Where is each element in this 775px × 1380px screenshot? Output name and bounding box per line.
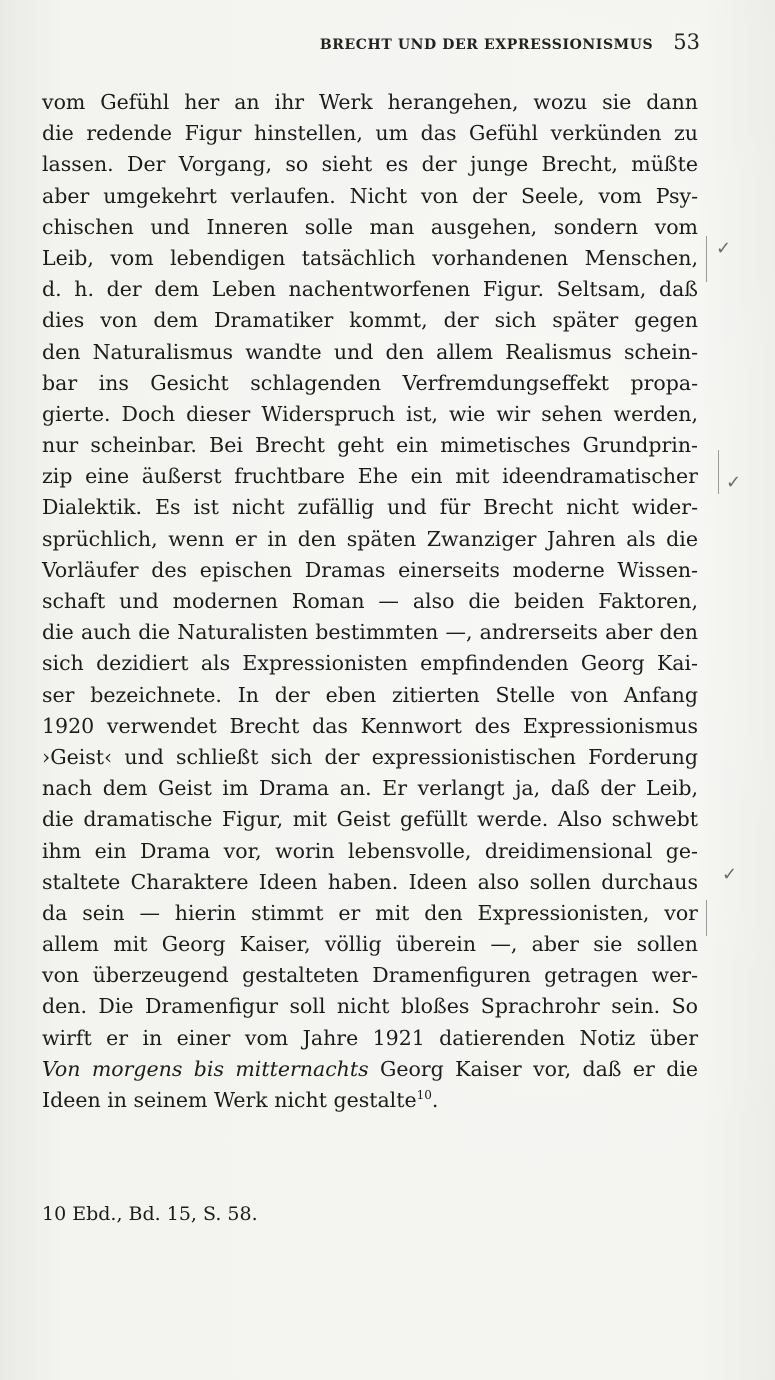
text-line: wirft er in einer vom Jahre 1921 datierenden Notiz über	[42, 1025, 698, 1050]
text-segment: Georg Kaiser vor, daß er die	[368, 1056, 699, 1081]
running-title: BRECHT UND DER EXPRESSIONISMUS	[319, 37, 654, 53]
text-line: 1920 verwendet Brecht das Kennwort des Expressionismus	[42, 713, 698, 738]
text-line: sprüchlich, wenn er in den späten Zwanziger Jahren als die	[42, 526, 698, 551]
text-line: den. Die Dramenfigur soll nicht bloßes Sprachrohr sein. So	[42, 994, 698, 1019]
margin-pencil-line	[706, 236, 707, 282]
margin-pencil-line	[706, 900, 707, 936]
footnote: 10 Ebd., Bd. 15, S. 58.	[42, 1203, 258, 1225]
text-line-with-title	[42, 1054, 698, 1085]
margin-pencil-line	[718, 450, 719, 494]
text-line: nur scheinbar. Bei Brecht geht ein mimetisches Grundprin-	[42, 433, 698, 458]
text-line: zip eine äußerst fruchtbare Ehe ein mit ideendramatischer	[42, 464, 698, 489]
text-line: ›Geist‹ und schließt sich der expressionistischen Forderung	[42, 744, 698, 769]
text-line: da sein — hierin stimmt er mit den Expressionisten, vor	[42, 900, 698, 925]
text-line: die dramatische Figur, mit Geist gefüllt werde. Also schwebt	[42, 807, 698, 832]
text-line: Leib, vom lebendigen tatsächlich vorhandenen Menschen,	[42, 245, 698, 270]
text-line: vom Gefühl her an ihr Werk herangehen, wozu sie dann	[42, 90, 698, 114]
text-line: Dialektik. Es ist nicht zufällig und für Brecht nicht wider-	[42, 495, 698, 520]
text-segment: .	[431, 1088, 439, 1112]
text-line: ser bezeichnete. In der eben zitierten Stelle von Anfang	[42, 682, 698, 707]
text-line: allem mit Georg Kaiser, völlig überein —, aber sie sollen	[42, 932, 698, 957]
text-line: dies von dem Dramatiker kommt, der sich später gegen	[42, 308, 698, 333]
text-line: lassen. Der Vorgang, so sieht es der junge Brecht, müßte	[42, 152, 698, 177]
text-line: ihm ein Drama vor, worin lebensvolle, dreidimensional ge-	[42, 838, 698, 863]
text-line: staltete Charaktere Ideen haben. Ideen also sollen durchaus	[42, 869, 698, 894]
text-line: schaft und modernen Roman — also die beiden Faktoren,	[42, 589, 698, 613]
text-line: bar ins Gesicht schlagenden Verfremdungseffekt propa-	[42, 370, 698, 395]
body-text	[42, 87, 698, 1116]
running-head	[260, 30, 700, 60]
text-line: chischen und Inneren solle man ausgehen, sondern vom	[42, 214, 698, 239]
page-number: 53	[673, 30, 700, 54]
text-line: gierte. Doch dieser Widerspruch ist, wie wir sehen werden,	[42, 401, 698, 426]
text-line: die auch die Naturalisten bestimmten —, andrerseits aber den	[42, 620, 698, 645]
margin-check-icon: ✓	[722, 864, 738, 885]
text-line: d. h. der dem Leben nachentworfenen Figur. Seltsam, daß	[42, 277, 698, 302]
text-line: den Naturalismus wandte und den allem Realismus schein-	[42, 339, 698, 364]
text-segment: Ideen in seinem Werk nicht gestalte	[42, 1088, 417, 1112]
margin-check-icon: ✓	[716, 238, 732, 259]
text-line: Vorläufer des epischen Dramas einerseits moderne Wissen-	[42, 557, 698, 582]
footnote-reference: 10	[416, 1088, 432, 1103]
text-line: von überzeugend gestalteten Dramenfiguren getragen wer-	[42, 963, 698, 988]
text-line-final	[42, 1085, 698, 1116]
text-line: sich dezidiert als Expressionisten empfindenden Georg Kai-	[42, 651, 698, 676]
work-title: Von morgens bis mitternachts	[42, 1056, 369, 1081]
text-line: aber umgekehrt verlaufen. Nicht von der Seele, vom Psy-	[42, 183, 698, 208]
text-line: die redende Figur hinstellen, um das Gefühl verkünden zu	[42, 121, 698, 146]
text-line: nach dem Geist im Drama an. Er verlangt ja, daß der Leib,	[42, 776, 698, 801]
margin-check-icon: ✓	[726, 472, 742, 493]
